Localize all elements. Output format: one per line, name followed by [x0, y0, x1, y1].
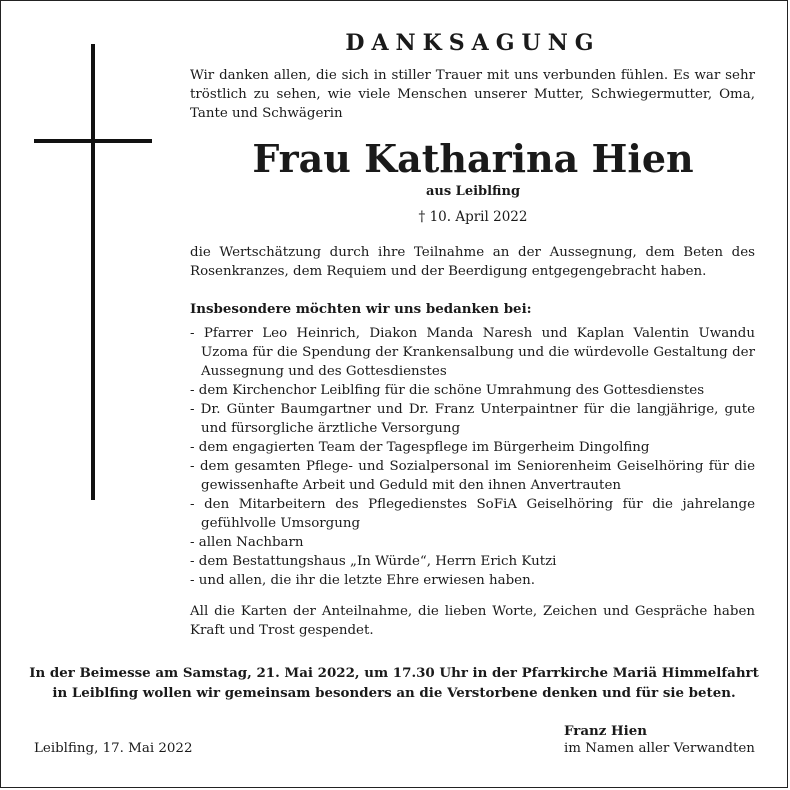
list-item: - dem Kirchenchor Leiblfing für die schöne Umrahmung des Gottesdienstes — [190, 383, 705, 398]
list-item: - dem Bestattungshaus „In Würde“, Herrn Erich Kutzi — [190, 554, 557, 569]
deceased-origin: aus Leiblfing — [425, 184, 521, 199]
list-item: - allen Nachbarn — [190, 535, 304, 550]
thanks-list — [190, 324, 755, 590]
intro-paragraph: Wir danken allen, die sich in stiller Trauer mit uns verbunden fühlen. Es war sehr tröstlich zu sehen, wie viele Menschen unserer Mutter, Schwiegermutter, Oma, Tante und Schwägerin — [190, 68, 755, 121]
list-item: - Dr. Günter Baumgartner und Dr. Franz Unterpaintner für die langjährige, gute und fürsorgliche ärztliche Versorgung — [190, 402, 755, 436]
thanks-heading: Insbesondere möchten wir uns bedanken bei: — [190, 301, 532, 317]
signature-note: im Namen aller Verwandten — [564, 741, 755, 756]
place-date: Leiblfing, 17. Mai 2022 — [34, 741, 193, 756]
body-paragraph: die Wertschätzung durch ihre Teilnahme an der Aussegnung, dem Beten des Rosenkranzes, dem Requiem und der Beerdigung entgegengebracht haben. — [190, 245, 755, 279]
list-item: - Pfarrer Leo Heinrich, Diakon Manda Naresh und Kaplan Valentin Uwandu Uzoma für die Spendung der Krankensalbung und die würdevolle Gestaltung der Aussegnung und des Gottesdienstes — [190, 326, 755, 379]
signature-name: Franz Hien — [564, 723, 647, 739]
memorial-mass-notice: In der Beimesse am Samstag, 21. Mai 2022, um 17.30 Uhr in der Pfarrkirche Mariä Himmelfahrt in Leiblfing wollen wir gemeinsam besonders an die Verstorbene denken und für sie beten. — [29, 665, 759, 701]
list-item: - dem engagierten Team der Tagespflege im Bürgerheim Dingolfing — [190, 440, 650, 455]
cross-horizontal-bar — [34, 139, 152, 143]
list-item: - den Mitarbeitern des Pflegedienstes SoFiA Geiselhöring für die jahrelange gefühlvolle Umsorgung — [190, 497, 755, 531]
page-title: DANKSAGUNG — [345, 30, 601, 56]
death-date: † 10. April 2022 — [418, 209, 528, 225]
list-item: - und allen, die ihr die letzte Ehre erwiesen haben. — [190, 573, 535, 588]
cross-vertical-bar — [91, 44, 95, 500]
deceased-name: Frau Katharina Hien — [252, 136, 694, 181]
closing-paragraph: All die Karten der Anteilnahme, die lieben Worte, Zeichen und Gespräche haben Kraft und Trost gespendet. — [190, 604, 755, 638]
list-item: - dem gesamten Pflege- und Sozialpersonal im Seniorenheim Geiselhöring für die gewissenhafte Arbeit und Geduld mit den ihnen Anvertrauten — [190, 459, 755, 493]
